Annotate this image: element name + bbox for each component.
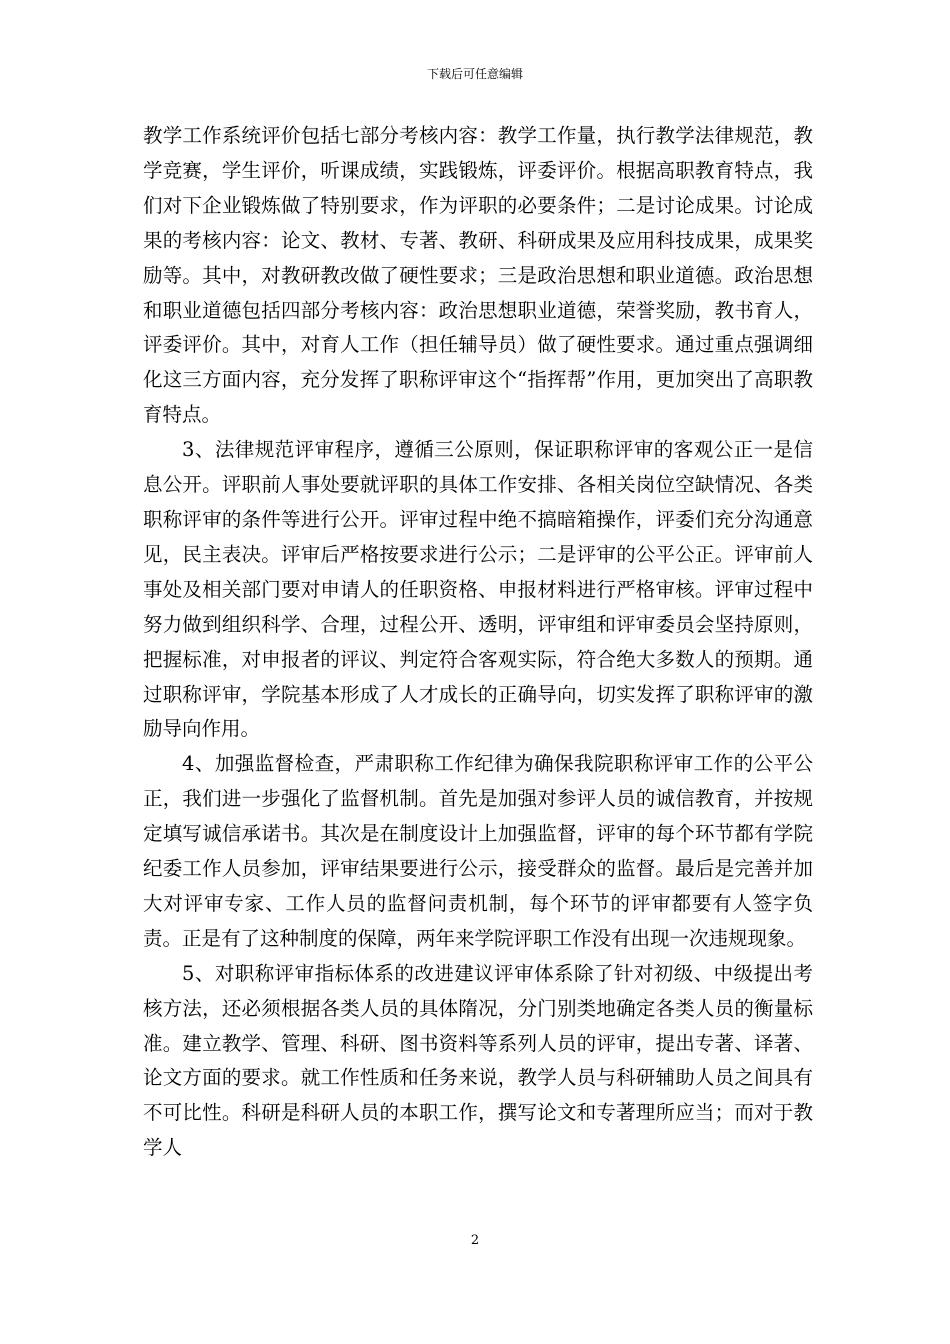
paragraph-item-4: 4、加强监督检查，严肃职称工作纪律为确保我院职称评审工作的公平公正，我们进一步强化了监督机制。首先是加强对参评人员的诚信教育，并按规定填写诚信承诺书。其次是在制度设计上加强监督，评审的每个环节都有学院纪委工作人员参加，评审结果要进行公示，接受群众的监督。最后是完善并加大对评审专家、工作人员的监督问责机制，每个环节的评审都要有人签字负责。正是有了这种制度的保障，两年来学院评职工作没有出现一次违规现象。: [143, 752, 813, 950]
page-number: 2: [470, 1233, 480, 1248]
page-header: 下载后可任意编辑: [426, 67, 523, 81]
paragraph-item-3: 3、法律规范评审程序，遵循三公原则，保证职称评审的客观公正一是信息公开。评职前人事处要就评职的具体工作安排、各相关岗位空缺情况、各类职称评审的条件等进行公开。评审过程中绝不搞暗箱操作，评委们充分沟通意见，民主表决。评审后严格按要求进行公示；二是评审的公平公正。评审前人事处及相关部门要对申请人的任职资格、申报材料进行严格审核。评审过程中努力做到组织科学、合理，过程公开、透明，评审组和评审委员会坚持原则，把握标准，对申报者的评议、判定符合客观实际，符合绝大多数人的预期。通过职称评审，学院基本形成了人才成长的正确导向，切实发挥了职称评审的激励导向作用。: [143, 438, 813, 741]
paragraph-item-5: 5、对职称评审指标体系的改进建议评审体系除了针对初级、中级提出考核方法，还必须根据各类人员的具体隋况，分门别类地确定各类人员的衡量标准。建立教学、管理、科研、图书资料等系列人员的评审，提出专著、译著、论文方面的要求。就工作性质和任务来说，教学人员与科研辅助人员之间具有不可比性。科研是科研人员的本职工作，撰写论文和专著理所应当；而对于教学人: [143, 961, 813, 1160]
paragraph-continuation: 教学工作系统评价包括七部分考核内容：教学工作量，执行教学法律规范，教学竞赛，学生评价，听课成绩，实践锻炼，评委评价。根据高职教育特点，我们对下企业锻炼做了特别要求，作为评职的必要条件；二是讨论成果。讨论成果的考核内容：论文、教材、专著、教研、科研成果及应用科技成果，成果奖励等。其中，对教研教改做了硬性要求；三是政治思想和职业道德。政治思想和职业道德包括四部分考核内容：政治思想职业道德，荣誉奖励，教书育人，评委评价。其中，对育人工作（担任辅导员）做了硬性要求。通过重点强调细化这三方面内容，充分发挥了职称评审这个“指挥帮”作用，更加突出了高职教育特点。: [143, 124, 813, 427]
document-body: [143, 119, 813, 1166]
